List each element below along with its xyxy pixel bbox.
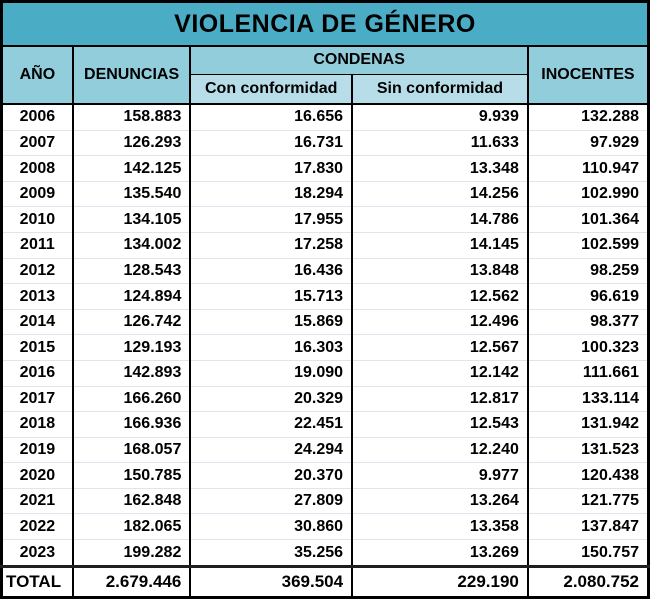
- denuncias-cell: 168.057: [73, 437, 191, 463]
- column-header-ano: AÑO: [2, 46, 73, 104]
- sin-conformidad-cell: 14.786: [352, 207, 528, 233]
- column-header-denuncias: DENUNCIAS: [73, 46, 191, 104]
- con-conformidad-cell: 30.860: [190, 514, 352, 540]
- denuncias-cell: 126.293: [73, 130, 191, 156]
- sin-conformidad-cell: 14.145: [352, 233, 528, 259]
- table-row: [2, 386, 649, 412]
- table-title: VIOLENCIA DE GÉNERO: [2, 2, 649, 47]
- table-row: [2, 284, 649, 310]
- denuncias-cell: 166.260: [73, 386, 191, 412]
- year-cell: 2015: [2, 335, 73, 361]
- inocentes-cell: 132.288: [528, 104, 649, 130]
- denuncias-cell: 129.193: [73, 335, 191, 361]
- denuncias-cell: 128.543: [73, 258, 191, 284]
- table-row: [2, 463, 649, 489]
- con-conformidad-cell: 15.713: [190, 284, 352, 310]
- con-conformidad-cell: 16.303: [190, 335, 352, 361]
- table-row: [2, 156, 649, 182]
- year-cell: 2009: [2, 181, 73, 207]
- header-row: [2, 46, 649, 74]
- inocentes-cell: 131.942: [528, 412, 649, 438]
- con-conformidad-cell: 17.830: [190, 156, 352, 182]
- year-cell: 2016: [2, 360, 73, 386]
- inocentes-cell: 100.323: [528, 335, 649, 361]
- denuncias-cell: 166.936: [73, 412, 191, 438]
- con-conformidad-cell: 24.294: [190, 437, 352, 463]
- table-row: [2, 514, 649, 540]
- column-header-sin-conformidad: Sin conformidad: [352, 74, 528, 104]
- inocentes-cell: 137.847: [528, 514, 649, 540]
- inocentes-cell: 102.599: [528, 233, 649, 259]
- year-cell: 2010: [2, 207, 73, 233]
- con-conformidad-cell: 19.090: [190, 360, 352, 386]
- denuncias-cell: 150.785: [73, 463, 191, 489]
- table-row: [2, 258, 649, 284]
- sin-conformidad-cell: 12.240: [352, 437, 528, 463]
- denuncias-cell: 134.105: [73, 207, 191, 233]
- table-row: [2, 335, 649, 361]
- year-cell: 2022: [2, 514, 73, 540]
- denuncias-cell: 134.002: [73, 233, 191, 259]
- denuncias-cell: 142.125: [73, 156, 191, 182]
- year-cell: 2011: [2, 233, 73, 259]
- year-cell: 2020: [2, 463, 73, 489]
- denuncias-cell: 199.282: [73, 540, 191, 567]
- year-cell: 2018: [2, 412, 73, 438]
- total-con-conformidad-cell: 369.504: [190, 567, 352, 598]
- sin-conformidad-cell: 12.562: [352, 284, 528, 310]
- inocentes-cell: 121.775: [528, 488, 649, 514]
- column-header-con-conformidad: Con conformidad: [190, 74, 352, 104]
- total-inocentes-cell: 2.080.752: [528, 567, 649, 598]
- sin-conformidad-cell: 12.567: [352, 335, 528, 361]
- inocentes-cell: 150.757: [528, 540, 649, 567]
- table-row: [2, 207, 649, 233]
- con-conformidad-cell: 22.451: [190, 412, 352, 438]
- inocentes-cell: 120.438: [528, 463, 649, 489]
- table-row: [2, 309, 649, 335]
- table-row: [2, 540, 649, 567]
- year-cell: 2023: [2, 540, 73, 567]
- title-row: [2, 2, 649, 47]
- year-cell: 2014: [2, 309, 73, 335]
- sin-conformidad-cell: 9.939: [352, 104, 528, 130]
- inocentes-cell: 133.114: [528, 386, 649, 412]
- con-conformidad-cell: 16.656: [190, 104, 352, 130]
- sin-conformidad-cell: 13.348: [352, 156, 528, 182]
- sin-conformidad-cell: 13.848: [352, 258, 528, 284]
- sin-conformidad-cell: 13.264: [352, 488, 528, 514]
- table-row: [2, 488, 649, 514]
- inocentes-cell: 101.364: [528, 207, 649, 233]
- inocentes-cell: 98.377: [528, 309, 649, 335]
- sin-conformidad-cell: 12.496: [352, 309, 528, 335]
- con-conformidad-cell: 18.294: [190, 181, 352, 207]
- con-conformidad-cell: 15.869: [190, 309, 352, 335]
- table-row: [2, 437, 649, 463]
- column-header-condenas-group: CONDENAS: [190, 46, 528, 74]
- con-conformidad-cell: 17.258: [190, 233, 352, 259]
- denuncias-cell: 182.065: [73, 514, 191, 540]
- inocentes-cell: 96.619: [528, 284, 649, 310]
- year-cell: 2006: [2, 104, 73, 130]
- column-header-inocentes: INOCENTES: [528, 46, 649, 104]
- inocentes-cell: 111.661: [528, 360, 649, 386]
- sin-conformidad-cell: 9.977: [352, 463, 528, 489]
- year-cell: 2019: [2, 437, 73, 463]
- table-row: [2, 104, 649, 130]
- con-conformidad-cell: 27.809: [190, 488, 352, 514]
- table-row: [2, 181, 649, 207]
- year-cell: 2017: [2, 386, 73, 412]
- con-conformidad-cell: 20.370: [190, 463, 352, 489]
- sin-conformidad-cell: 12.543: [352, 412, 528, 438]
- total-sin-conformidad-cell: 229.190: [352, 567, 528, 598]
- sin-conformidad-cell: 14.256: [352, 181, 528, 207]
- table-row: [2, 412, 649, 438]
- denuncias-cell: 135.540: [73, 181, 191, 207]
- inocentes-cell: 110.947: [528, 156, 649, 182]
- denuncias-cell: 158.883: [73, 104, 191, 130]
- inocentes-cell: 131.523: [528, 437, 649, 463]
- denuncias-cell: 162.848: [73, 488, 191, 514]
- denuncias-cell: 126.742: [73, 309, 191, 335]
- total-label: TOTAL: [2, 567, 73, 598]
- table-row: [2, 360, 649, 386]
- con-conformidad-cell: 35.256: [190, 540, 352, 567]
- inocentes-cell: 102.990: [528, 181, 649, 207]
- con-conformidad-cell: 20.329: [190, 386, 352, 412]
- year-cell: 2021: [2, 488, 73, 514]
- total-denuncias-cell: 2.679.446: [73, 567, 191, 598]
- sin-conformidad-cell: 12.817: [352, 386, 528, 412]
- year-cell: 2013: [2, 284, 73, 310]
- table-row: [2, 233, 649, 259]
- table-row: [2, 130, 649, 156]
- total-row: [2, 567, 649, 598]
- sin-conformidad-cell: 13.358: [352, 514, 528, 540]
- inocentes-cell: 97.929: [528, 130, 649, 156]
- inocentes-cell: 98.259: [528, 258, 649, 284]
- denuncias-cell: 124.894: [73, 284, 191, 310]
- con-conformidad-cell: 16.731: [190, 130, 352, 156]
- sin-conformidad-cell: 12.142: [352, 360, 528, 386]
- sin-conformidad-cell: 11.633: [352, 130, 528, 156]
- con-conformidad-cell: 17.955: [190, 207, 352, 233]
- con-conformidad-cell: 16.436: [190, 258, 352, 284]
- denuncias-cell: 142.893: [73, 360, 191, 386]
- year-cell: 2012: [2, 258, 73, 284]
- year-cell: 2008: [2, 156, 73, 182]
- sin-conformidad-cell: 13.269: [352, 540, 528, 567]
- year-cell: 2007: [2, 130, 73, 156]
- table-body: [2, 104, 649, 567]
